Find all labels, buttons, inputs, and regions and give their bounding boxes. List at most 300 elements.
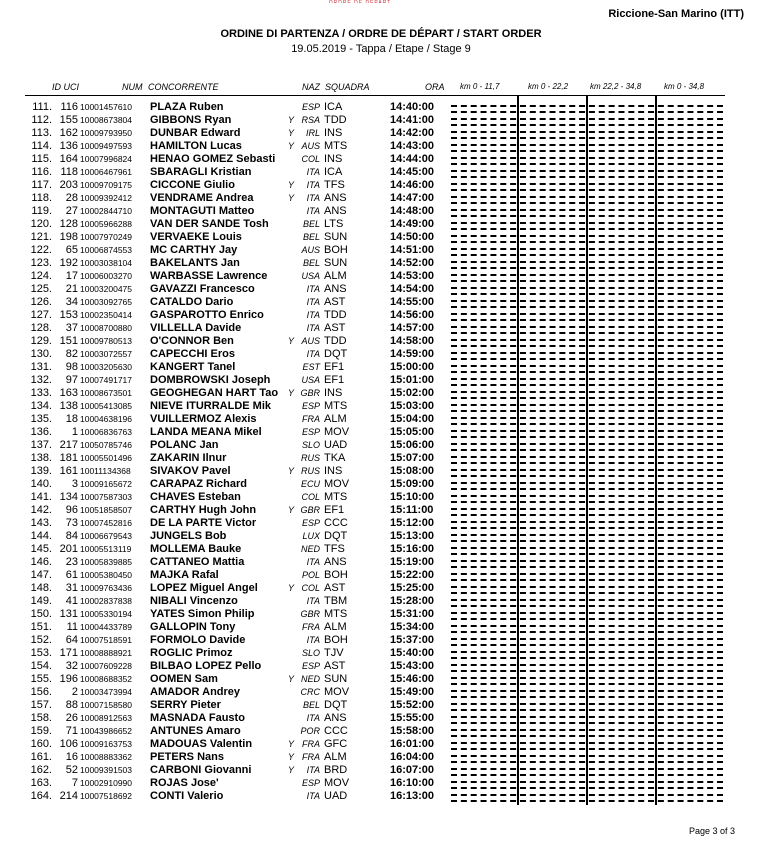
- team-code: TDD: [324, 335, 347, 347]
- uci-id: 10009763436: [80, 583, 133, 593]
- rider-name: LOPEZ Miguel Angel: [150, 582, 258, 594]
- position: 142.: [30, 504, 52, 516]
- bib-number: 34: [65, 296, 78, 308]
- position: 155.: [30, 673, 52, 685]
- young-rider-flag: Y: [287, 505, 294, 515]
- split-time-fields: [451, 205, 723, 218]
- nationality: FRA: [302, 414, 320, 424]
- bib-number: 201: [59, 543, 78, 555]
- nationality: SLO: [301, 648, 320, 658]
- split-time-fields: [451, 647, 723, 660]
- team-code: UAD: [324, 790, 348, 802]
- nationality: USA: [301, 375, 320, 385]
- rider-row: [0, 426, 762, 439]
- start-time: 15:00:00: [390, 361, 435, 373]
- split-time-fields: [451, 491, 723, 504]
- young-rider-flag: Y: [287, 752, 294, 762]
- bib-number: 7: [71, 777, 78, 789]
- split-time-fields: [451, 530, 723, 543]
- team-code: TJV: [324, 647, 344, 659]
- split-time-fields: [451, 387, 723, 400]
- bib-number: 73: [65, 517, 78, 529]
- bib-number: 116: [60, 101, 78, 113]
- nationality: ITA: [306, 635, 320, 645]
- split-time-fields: [451, 634, 723, 647]
- rider-name: VUILLERMOZ Alexis: [150, 413, 257, 425]
- team-code: SUN: [324, 257, 348, 269]
- nationality: COL: [301, 154, 320, 164]
- split-time-fields: [451, 179, 723, 192]
- young-rider-flag: Y: [287, 180, 294, 190]
- uci-id: 10009392412: [80, 193, 133, 203]
- team-code: EF1: [324, 504, 345, 516]
- bib-number: 52: [65, 764, 78, 776]
- nationality: ITA: [306, 596, 320, 606]
- rider-row: [0, 738, 762, 751]
- rider-name: CICCONE Giulio: [150, 179, 235, 191]
- rider-name: ROGLIC Primoz: [150, 647, 233, 659]
- bib-number: 203: [59, 179, 78, 191]
- rider-name: PETERS Nans: [150, 751, 224, 763]
- rider-row: [0, 751, 762, 764]
- split-time-fields: [451, 699, 723, 712]
- nationality: NED: [300, 674, 320, 684]
- team-code: MOV: [324, 686, 350, 698]
- bib-number: 164: [59, 153, 78, 165]
- rider-name: AMADOR Andrey: [150, 686, 241, 698]
- bib-number: 1: [71, 426, 78, 438]
- uci-id: 10011134368: [80, 466, 131, 476]
- start-time: 15:01:00: [390, 374, 435, 386]
- split-time-fields: [451, 296, 723, 309]
- team-code: AST: [324, 660, 346, 672]
- team-code: AST: [324, 582, 346, 594]
- uci-id: 10003205630: [80, 362, 133, 372]
- start-time: 16:07:00: [390, 764, 435, 776]
- nationality: ESP: [301, 518, 320, 528]
- rider-row: [0, 543, 762, 556]
- team-code: CCC: [324, 725, 348, 737]
- rider-row: [0, 244, 762, 257]
- rider-row: [0, 283, 762, 296]
- split-time-fields: [451, 712, 723, 725]
- col-header-id-uci: ID UCI: [52, 82, 79, 92]
- split-time-fields: [451, 348, 723, 361]
- uci-id: 10009165672: [80, 479, 133, 489]
- split-time-fields: [451, 517, 723, 530]
- bib-number: 171: [59, 647, 78, 659]
- team-code: CCC: [324, 517, 348, 529]
- nationality: ESP: [301, 427, 320, 437]
- uci-id: 10004638196: [80, 414, 133, 424]
- rider-row: [0, 374, 762, 387]
- rider-row: [0, 218, 762, 231]
- rider-row: [0, 764, 762, 777]
- team-code: ANS: [324, 283, 347, 295]
- split-time-fields: [451, 153, 723, 166]
- rider-row: [0, 530, 762, 543]
- position: 150.: [30, 608, 52, 620]
- rider-name: GIBBONS Ryan: [150, 114, 232, 126]
- position: 129.: [30, 335, 52, 347]
- start-time: 14:50:00: [390, 231, 435, 243]
- bib-number: 96: [65, 504, 78, 516]
- rider-name: GAVAZZI Francesco: [150, 283, 255, 295]
- split-time-fields: [451, 777, 723, 790]
- start-time: 15:19:00: [390, 556, 435, 568]
- rider-name: SIVAKOV Pavel: [150, 465, 231, 477]
- bib-number: 155: [59, 114, 78, 126]
- split-time-fields: [451, 751, 723, 764]
- nationality: POL: [301, 570, 320, 580]
- split-time-fields: [451, 543, 723, 556]
- split-time-fields: [451, 465, 723, 478]
- uci-id: 10006467961: [80, 167, 133, 177]
- position: 124.: [30, 270, 52, 282]
- rider-row: [0, 491, 762, 504]
- start-time: 15:37:00: [390, 634, 435, 646]
- uci-id: 10006836763: [80, 427, 133, 437]
- nationality: USA: [301, 271, 320, 281]
- rider-row: [0, 101, 762, 114]
- split-time-fields: [451, 556, 723, 569]
- start-time: 15:13:00: [390, 530, 435, 542]
- rider-name: HENAO GOMEZ Sebasti: [150, 153, 276, 165]
- rider-name: KANGERT Tanel: [150, 361, 236, 373]
- rider-name: MC CARTHY Jay: [150, 244, 238, 256]
- start-time: 15:08:00: [390, 465, 435, 477]
- position: 141.: [30, 491, 52, 503]
- start-time: 15:12:00: [390, 517, 435, 529]
- uci-id: 10003092765: [80, 297, 133, 307]
- team-code: BRD: [324, 764, 348, 776]
- start-time: 14:42:00: [390, 127, 435, 139]
- rider-name: GASPAROTTO Enrico: [150, 309, 264, 321]
- uci-id: 10008688352: [80, 674, 133, 684]
- position: 144.: [30, 530, 52, 542]
- start-time: 16:04:00: [390, 751, 435, 763]
- start-time: 15:25:00: [390, 582, 435, 594]
- rider-name: GEOGHEGAN HART Tao: [150, 387, 279, 399]
- uci-id: 10007518591: [80, 635, 133, 645]
- bib-number: 82: [65, 348, 78, 360]
- start-time: 15:40:00: [390, 647, 435, 659]
- rider-name: MASNADA Fausto: [150, 712, 245, 724]
- page-number: Page 3 of 3: [688, 826, 735, 836]
- start-time: 14:51:00: [390, 244, 435, 256]
- bib-number: 84: [65, 530, 78, 542]
- position: 153.: [30, 647, 52, 659]
- team-code: INS: [324, 153, 343, 165]
- position: 157.: [30, 699, 52, 711]
- bib-number: 118: [60, 166, 78, 178]
- bib-number: 134: [59, 491, 78, 503]
- nationality: ITA: [306, 557, 320, 567]
- start-time: 15:09:00: [390, 478, 435, 490]
- nationality: ITA: [306, 713, 320, 723]
- start-time: 15:34:00: [390, 621, 435, 633]
- col-header-rider: CONCORRENTE: [148, 82, 219, 92]
- split-time-fields: [451, 660, 723, 673]
- start-time: 16:01:00: [390, 738, 435, 750]
- position: 137.: [30, 439, 52, 451]
- bib-number: 162: [59, 127, 78, 139]
- bib-number: 181: [59, 452, 78, 464]
- nationality: ESP: [301, 102, 320, 112]
- uci-id: 10043986652: [80, 726, 133, 736]
- uci-id: 10009780513: [80, 336, 133, 346]
- split-time-fields: [451, 270, 723, 283]
- bib-number: 61: [65, 569, 78, 581]
- young-rider-flag: Y: [287, 115, 294, 125]
- bib-number: 64: [65, 634, 78, 646]
- position: 126.: [30, 296, 52, 308]
- start-time: 16:13:00: [390, 790, 435, 802]
- nationality: RUS: [300, 466, 320, 476]
- position: 113.: [31, 127, 52, 139]
- uci-id: 10002350414: [80, 310, 133, 320]
- team-code: DQT: [324, 530, 348, 542]
- team-code: INS: [324, 387, 343, 399]
- rider-name: DOMBROWSKI Joseph: [150, 374, 271, 386]
- uci-id: 10007491717: [80, 375, 133, 385]
- start-time: 14:47:00: [390, 192, 435, 204]
- start-time: 15:43:00: [390, 660, 435, 672]
- rider-name: SBARAGLI Kristian: [150, 166, 252, 178]
- bib-number: 2: [71, 686, 78, 698]
- rider-name: CATALDO Dario: [150, 296, 234, 308]
- rider-name: JUNGELS Bob: [150, 530, 227, 542]
- uci-id: 10050785746: [80, 440, 133, 450]
- start-time: 15:03:00: [390, 400, 435, 412]
- bib-number: 37: [65, 322, 78, 334]
- team-code: TDD: [324, 309, 347, 321]
- split-time-fields: [451, 218, 723, 231]
- team-code: ICA: [324, 101, 343, 113]
- position: 161.: [30, 751, 52, 763]
- position: 136.: [30, 426, 52, 438]
- team-code: TDD: [324, 114, 347, 126]
- start-time: 14:40:00: [390, 101, 435, 113]
- start-time: 14:52:00: [390, 257, 435, 269]
- nationality: BEL: [302, 232, 320, 242]
- team-code: ANS: [324, 712, 347, 724]
- nationality: ITA: [306, 180, 320, 190]
- start-time: 14:49:00: [390, 218, 435, 230]
- rider-name: CHAVES Esteban: [150, 491, 241, 503]
- nationality: ITA: [306, 167, 320, 177]
- rider-name: MOLLEMA Bauke: [150, 543, 242, 555]
- start-time: 14:46:00: [390, 179, 435, 191]
- position: 154.: [30, 660, 52, 672]
- split-time-fields: [451, 374, 723, 387]
- team-code: SUN: [324, 673, 348, 685]
- rider-row: [0, 140, 762, 153]
- start-time: 15:52:00: [390, 699, 435, 711]
- position: 130.: [30, 348, 52, 360]
- split-time-fields: [451, 114, 723, 127]
- position: 118.: [31, 192, 52, 204]
- nationality: RUS: [300, 453, 320, 463]
- start-time: 14:53:00: [390, 270, 435, 282]
- nationality: BEL: [302, 258, 320, 268]
- start-time: 15:10:00: [390, 491, 435, 503]
- uci-id: 10002837838: [80, 596, 133, 606]
- nationality: POR: [300, 726, 320, 736]
- split-time-fields: [451, 725, 723, 738]
- position: 132.: [30, 374, 52, 386]
- team-code: GFC: [324, 738, 348, 750]
- start-time: 15:07:00: [390, 452, 435, 464]
- header-mark: ORDRE DE DÉPART: [328, 0, 392, 3]
- nationality: ITA: [306, 206, 320, 216]
- rider-row: [0, 595, 762, 608]
- position: 163.: [30, 777, 52, 789]
- uci-id: 10006874553: [80, 245, 133, 255]
- uci-id: 10005513119: [80, 544, 132, 554]
- split-time-fields: [451, 231, 723, 244]
- start-time: 15:28:00: [390, 595, 435, 607]
- rider-name: YATES Simon Philip: [150, 608, 255, 620]
- split-time-fields: [451, 335, 723, 348]
- split-time-fields: [451, 322, 723, 335]
- bib-number: 214: [59, 790, 78, 802]
- team-code: LTS: [324, 218, 344, 230]
- nationality: BEL: [302, 219, 320, 229]
- rider-name: NIBALI Vincenzo: [150, 595, 238, 607]
- team-code: MOV: [324, 426, 350, 438]
- rider-row: [0, 725, 762, 738]
- bib-number: 11: [66, 621, 78, 633]
- nationality: FRA: [302, 739, 320, 749]
- col-header-split3: km 22,2 - 34,8: [590, 82, 642, 91]
- rider-row: [0, 686, 762, 699]
- rider-name: WARBASSE Lawrence: [150, 270, 268, 282]
- uci-id: 10008700880: [80, 323, 133, 333]
- position: 119.: [31, 205, 52, 217]
- rider-name: ANTUNES Amaro: [150, 725, 241, 737]
- split-time-fields: [451, 452, 723, 465]
- position: 135.: [30, 413, 52, 425]
- team-code: MOV: [324, 478, 350, 490]
- rider-row: [0, 478, 762, 491]
- bib-number: 138: [59, 400, 78, 412]
- split-time-fields: [451, 621, 723, 634]
- position: 146.: [30, 556, 52, 568]
- rider-row: [0, 673, 762, 686]
- start-time: 16:10:00: [390, 777, 435, 789]
- col-header-naz: NAZ: [302, 82, 320, 92]
- nationality: IRL: [305, 128, 320, 138]
- split-time-fields: [451, 595, 723, 608]
- team-code: SUN: [324, 231, 348, 243]
- col-header-num: NUM: [122, 82, 143, 92]
- rider-name: NIEVE ITURRALDE Mik: [150, 400, 272, 412]
- team-code: UAD: [324, 439, 348, 451]
- rider-name: FORMOLO Davide: [150, 634, 246, 646]
- team-code: INS: [324, 465, 343, 477]
- rider-row: [0, 556, 762, 569]
- uci-id: 10008883362: [80, 752, 133, 762]
- team-code: ICA: [324, 166, 343, 178]
- bib-number: 198: [59, 231, 78, 243]
- uci-id: 10003200475: [80, 284, 133, 294]
- team-code: EF1: [324, 361, 345, 373]
- team-code: ALM: [324, 270, 347, 282]
- rider-row: [0, 270, 762, 283]
- nationality: AUS: [301, 245, 320, 255]
- start-time: 14:56:00: [390, 309, 435, 321]
- nationality: GBR: [300, 505, 320, 515]
- position: 162.: [30, 764, 52, 776]
- start-time: 15:05:00: [390, 426, 435, 438]
- uci-id: 10007452816: [80, 518, 133, 528]
- young-rider-flag: Y: [287, 193, 294, 203]
- header-divider: [25, 95, 725, 96]
- uci-id: 10005966288: [80, 219, 133, 229]
- page-title: ORDINE DI PARTENZA / ORDRE DE DÉPART / START ORDER: [220, 28, 542, 40]
- bib-number: 27: [65, 205, 78, 217]
- uci-id: 10008673804: [80, 115, 133, 125]
- position: 148.: [30, 582, 52, 594]
- nationality: ITA: [306, 284, 320, 294]
- start-time: 15:58:00: [390, 725, 435, 737]
- rider-row: [0, 127, 762, 140]
- uci-id: 10002910990: [80, 778, 133, 788]
- uci-id: 10007587303: [80, 492, 133, 502]
- rider-row: [0, 361, 762, 374]
- uci-id: 10001457610: [80, 102, 133, 112]
- position: 127.: [30, 309, 52, 321]
- rider-row: [0, 296, 762, 309]
- rider-name: MAJKA Rafal: [150, 569, 219, 581]
- rider-name: DUNBAR Edward: [150, 127, 241, 139]
- team-code: DQT: [324, 699, 348, 711]
- rider-row: [0, 387, 762, 400]
- rider-name: GALLOPIN Tony: [150, 621, 236, 633]
- nationality: ESP: [301, 661, 320, 671]
- uci-id: 10007518692: [80, 791, 133, 801]
- start-time: 15:11:00: [390, 504, 434, 516]
- rider-name: CARAPAZ Richard: [150, 478, 247, 490]
- rider-name: VILLELLA Davide: [150, 322, 242, 334]
- nationality: ITA: [306, 193, 320, 203]
- young-rider-flag: Y: [287, 336, 294, 346]
- bib-number: 136: [59, 140, 78, 152]
- bib-number: 16: [65, 751, 78, 763]
- nationality: NED: [300, 544, 320, 554]
- position: 143.: [30, 517, 52, 529]
- split-time-fields: [451, 569, 723, 582]
- rider-row: [0, 322, 762, 335]
- rider-row: [0, 621, 762, 634]
- young-rider-flag: Y: [287, 739, 294, 749]
- rider-name: HAMILTON Lucas: [150, 140, 242, 152]
- position: 114.: [31, 140, 52, 152]
- team-code: AST: [324, 296, 346, 308]
- col-header-split1: km 0 - 11,7: [460, 82, 500, 91]
- start-time: 15:02:00: [390, 387, 435, 399]
- split-time-fields: [451, 309, 723, 322]
- page-subtitle: 19.05.2019 - Tappa / Etape / Stage 9: [291, 43, 471, 55]
- start-time: 15:22:00: [390, 569, 435, 581]
- uci-id: 10005380450: [80, 570, 133, 580]
- rider-name: SERRY Pieter: [150, 699, 221, 711]
- nationality: FRA: [302, 752, 320, 762]
- rider-row: [0, 660, 762, 673]
- nationality: SLO: [301, 440, 320, 450]
- start-time: 14:48:00: [390, 205, 435, 217]
